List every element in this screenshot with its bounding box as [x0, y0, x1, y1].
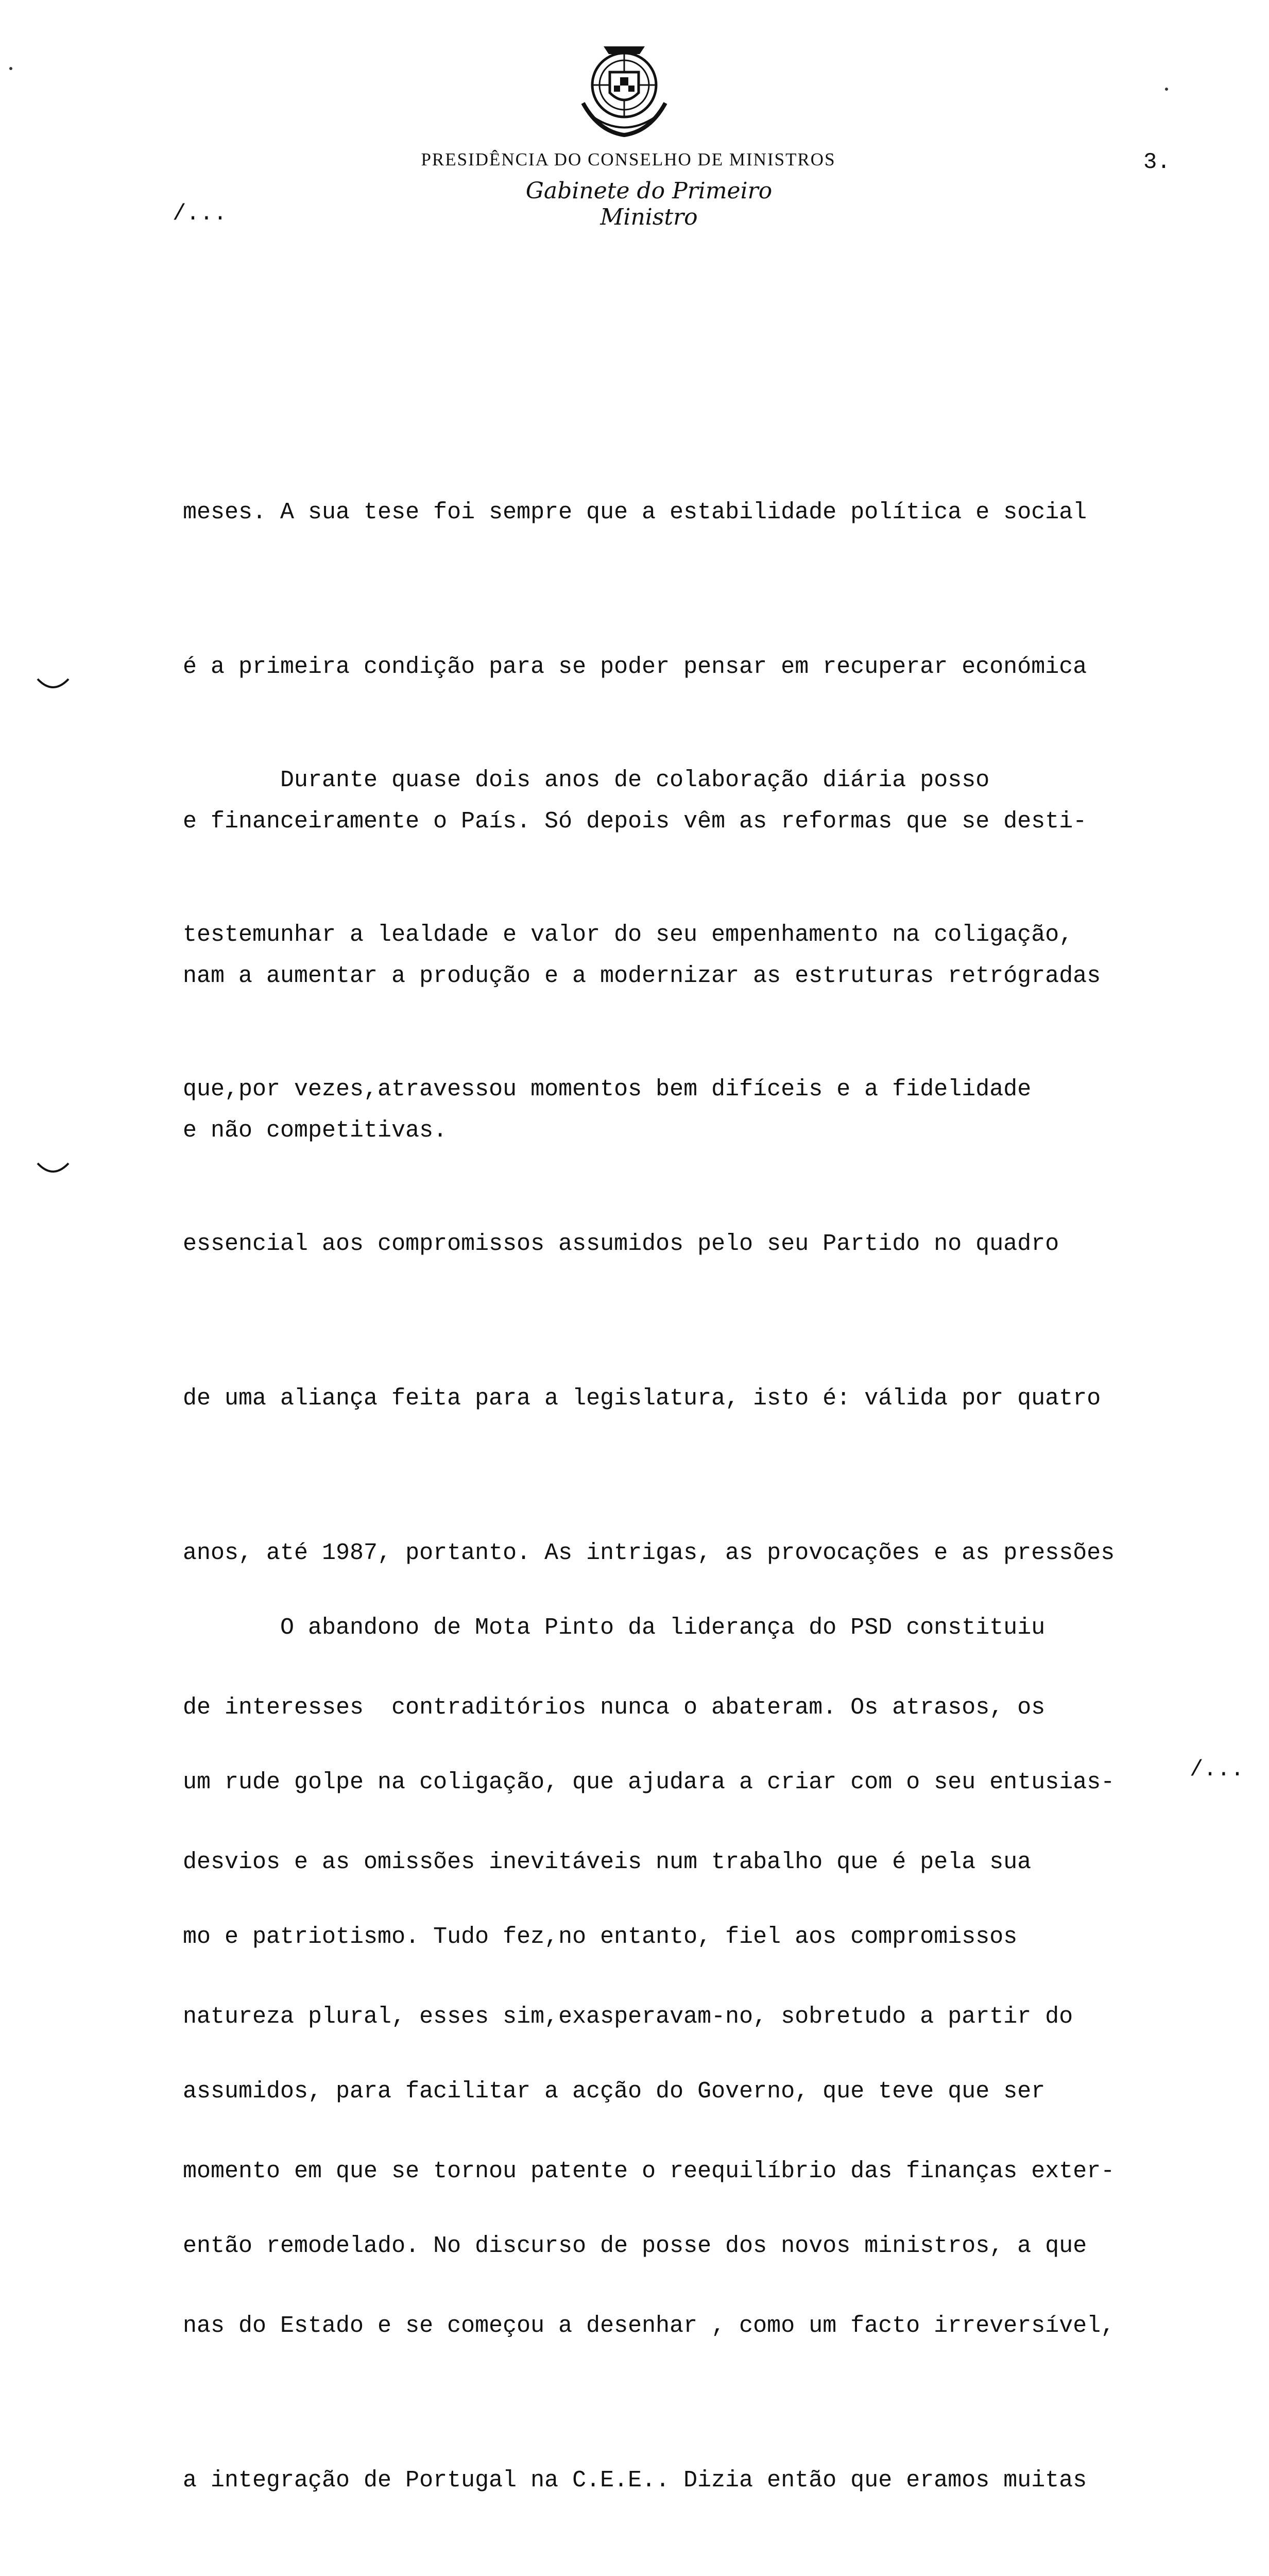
text-line: a integração de Portugal na C.E.E.. Dizia então que eramos muitas — [183, 2467, 1087, 2494]
text-line: assumidos, para facilitar a acção do Governo, que teve que ser — [183, 2078, 1045, 2105]
text-line: e não competitivas. — [183, 1117, 448, 1144]
text-line: essencial aos compromissos assumidos pelo seu Partido no quadro — [183, 1231, 1059, 1257]
office-subtitle: Gabinete do Primeiro Ministro — [525, 178, 773, 230]
margin-tick-mark — [35, 1159, 71, 1180]
text-line: mo e patriotismo. Tudo fez,no entanto, fiel aos compromissos — [183, 1924, 1018, 1950]
text-line: é a primeira condição para se poder pensar em recuperar económica — [183, 654, 1087, 680]
letterhead — [0, 0, 1269, 237]
continuation-marker-top: /... — [173, 201, 227, 227]
scan-speck — [9, 67, 12, 70]
paragraph-3 — [183, 1499, 1114, 2324]
office-name: PRESIDÊNCIA DO CONSELHO DE MINISTROS — [421, 149, 836, 170]
text-line: que,por vezes,atravessou momentos bem difíceis e a fidelidade — [183, 1076, 1032, 1103]
portuguese-coat-of-arms-icon — [573, 41, 676, 139]
text-line: de uma aliança feita para a legislatura, isto é: válida por quatro — [183, 1385, 1101, 1412]
text-line: de interesses contraditórios nunca o abateram. Os atrasos, os — [183, 1694, 1045, 1721]
text-line: Durante quase dois anos de colaboração diária posso — [183, 767, 990, 793]
text-line: natureza plural, esses sim,exasperavam-no, sobretudo a partir do — [183, 2004, 1073, 2030]
text-line: anos, até 1987, portanto. As intrigas, as provocações e as pressões — [183, 1540, 1115, 1566]
text-line: desvios e as omissões inevitáveis num trabalho que é pela sua — [183, 1849, 1032, 1875]
text-line: e financeiramente o País. Só depois vêm as reformas que se desti- — [183, 808, 1087, 835]
text-line: então remodelado. No discurso de posse dos novos ministros, a que — [183, 2233, 1087, 2259]
page-number: 3. — [1143, 149, 1171, 175]
text-line: O abandono de Mota Pinto da liderança do PSD constituiu — [183, 1615, 1045, 1641]
text-line: meses. A sua tese foi sempre que a estabilidade política e social — [183, 499, 1087, 526]
text-line: um rude golpe na coligação, que ajudara a criar com o seu entusias- — [183, 1769, 1115, 1795]
scan-speck — [1165, 88, 1168, 91]
text-line: testemunhar a lealdade e valor do seu empenhamento na coligação, — [183, 922, 1073, 948]
continuation-marker-bottom: /... — [1190, 1757, 1244, 1783]
text-line: nas do Estado e se começou a desenhar , como um facto irreversível, — [183, 2313, 1115, 2339]
margin-tick-mark — [35, 675, 71, 696]
text-line: nam a aumentar a produção e a modernizar as estruturas retrógradas — [183, 963, 1101, 989]
text-line: momento em que se tornou patente o reequilíbrio das finanças exter- — [183, 2158, 1115, 2184]
